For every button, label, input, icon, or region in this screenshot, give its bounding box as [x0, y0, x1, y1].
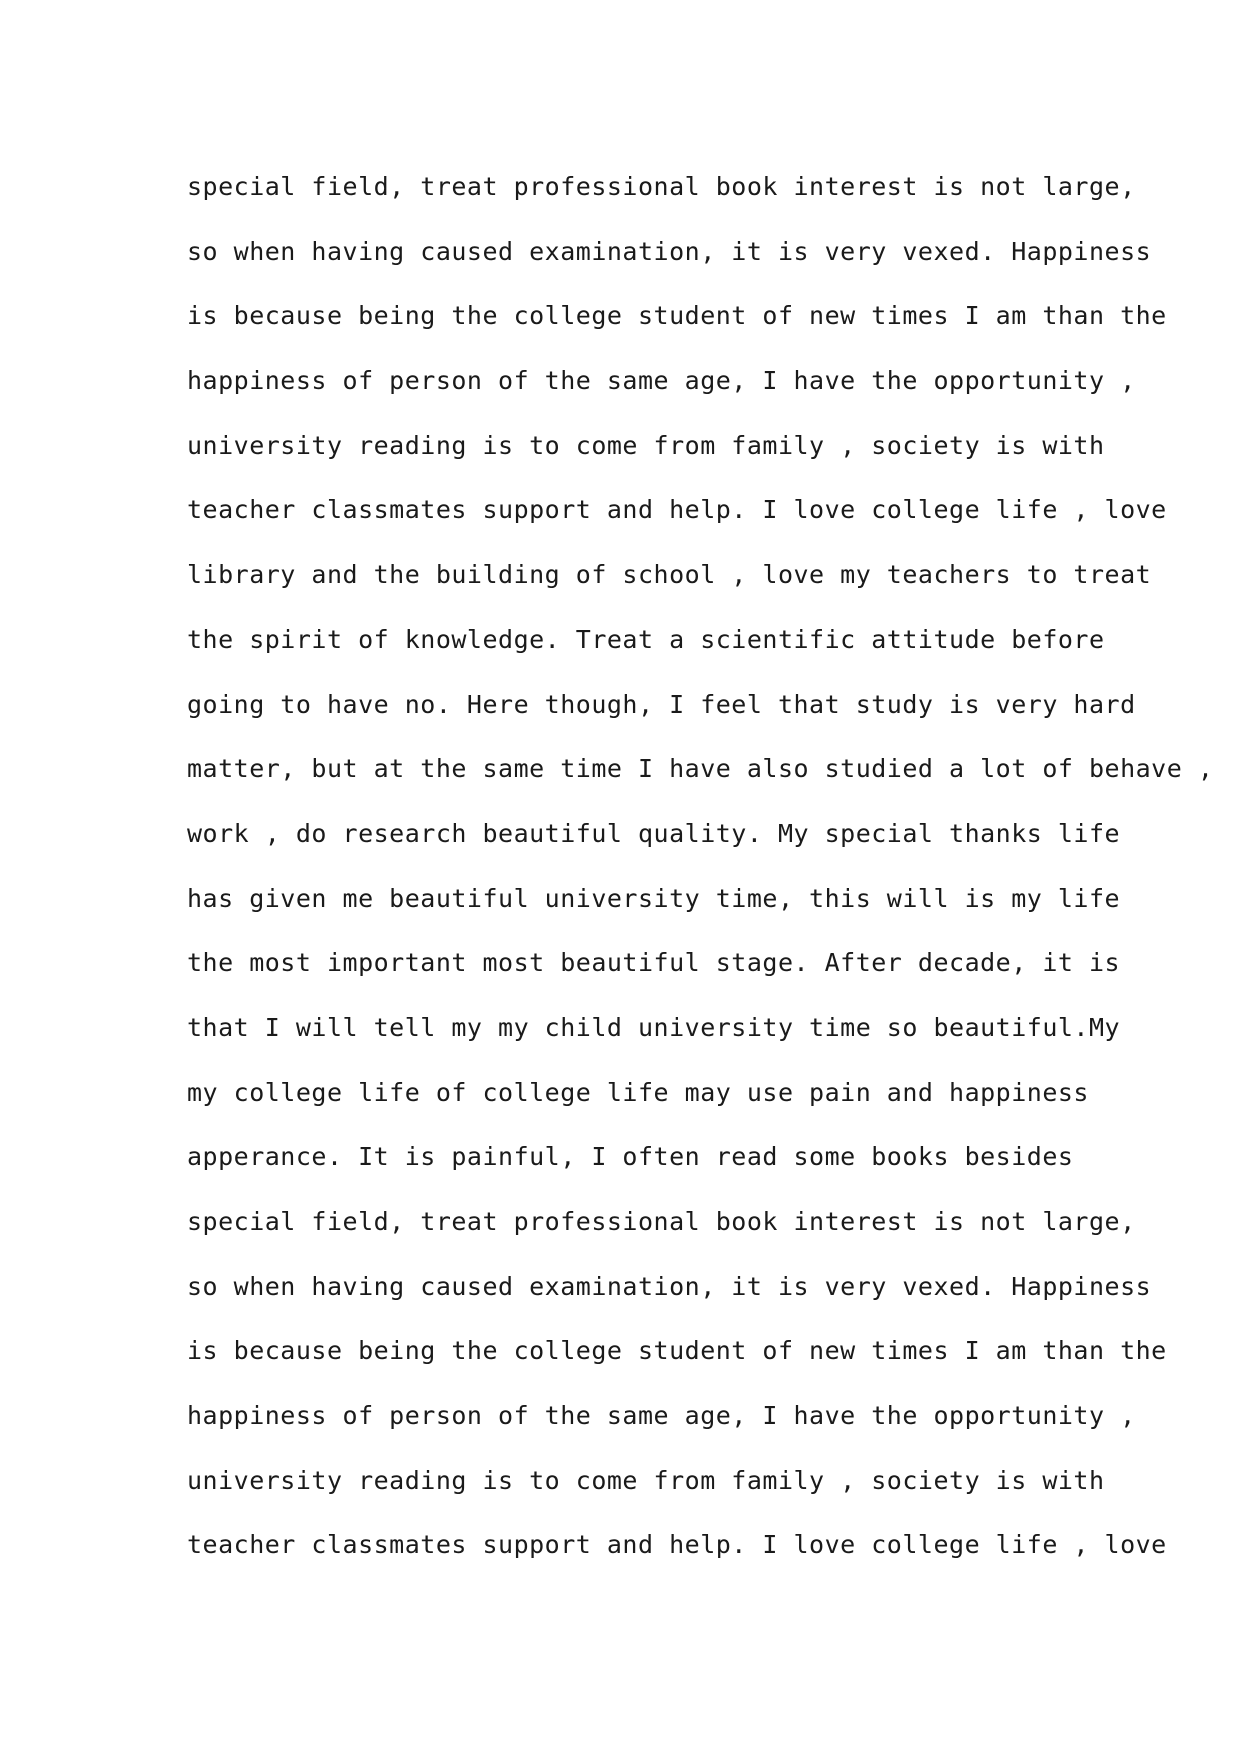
text-line: teacher classmates support and help. I love college life , love: [187, 495, 1167, 525]
text-line: the spirit of knowledge. Treat a scientific attitude before: [187, 624, 1105, 654]
text-line: matter, but at the same time I have also studied a lot of behave ,: [187, 754, 1214, 784]
text-line: happiness of person of the same age, I have the opportunity ,: [187, 366, 1136, 396]
text-line: happiness of person of the same age, I have the opportunity ,: [187, 1401, 1136, 1431]
text-line: the most important most beautiful stage. After decade, it is: [187, 948, 1121, 978]
text-line: my college life of college life may use pain and happiness: [187, 1077, 1089, 1107]
text-line: going to have no. Here though, I feel that study is very hard: [187, 689, 1136, 719]
text-line: is because being the college student of new times I am than the: [187, 301, 1167, 331]
text-line: so when having caused examination, it is very vexed. Happiness: [187, 236, 1152, 266]
text-line: special field, treat professional book interest is not large,: [187, 1207, 1136, 1236]
text-line: university reading is to come from family , society is with: [187, 1465, 1105, 1495]
text-line: apperance. It is painful, I often read some books besides: [187, 1142, 1074, 1172]
body-text: [187, 155, 1214, 1578]
text-line: teacher classmates support and help. I love college life , love: [187, 1530, 1167, 1560]
text-line: work , do research beautiful quality. My special thanks life: [187, 818, 1121, 848]
text-line: special field, treat professional book interest is not large,: [187, 172, 1136, 201]
text-line: university reading is to come from family , society is with: [187, 430, 1105, 460]
text-line: is because being the college student of new times I am than the: [187, 1336, 1167, 1366]
text-line: so when having caused examination, it is very vexed. Happiness: [187, 1271, 1152, 1301]
text-line: that I will tell my my child university time so beautiful.My: [187, 1012, 1121, 1042]
text-line: library and the building of school , love my teachers to treat: [187, 560, 1152, 590]
text-line: has given me beautiful university time, this will is my life: [187, 883, 1121, 913]
